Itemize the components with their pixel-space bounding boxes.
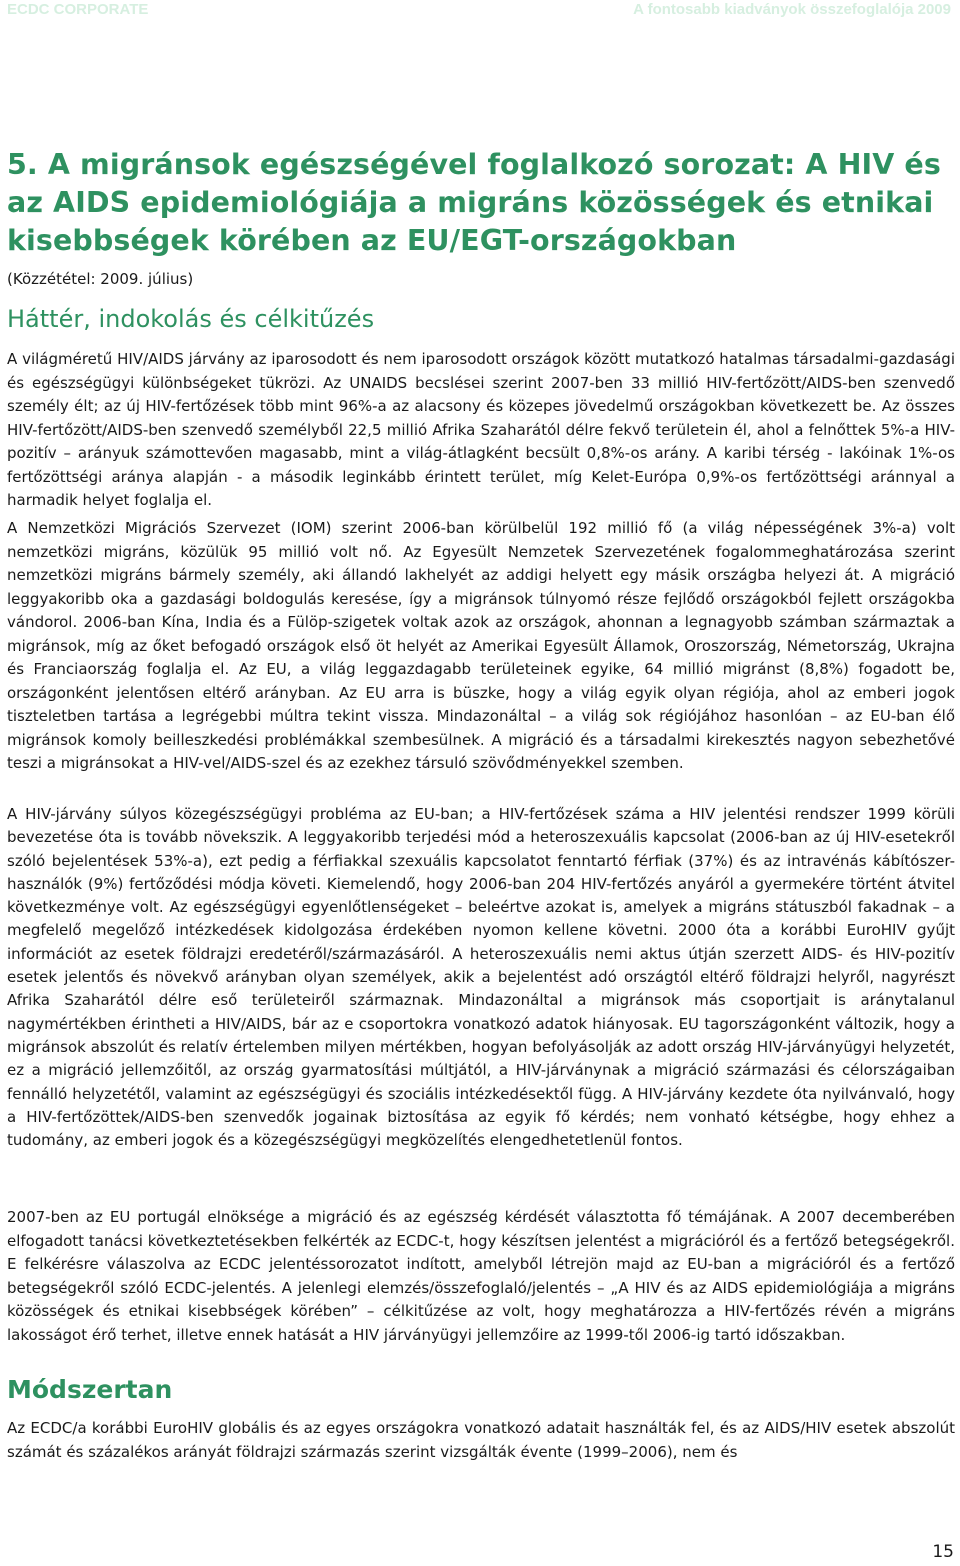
paragraph: A Nemzetközi Migrációs Szervezet (IOM) szerint 2006-ban körülbelül 192 millió fő (a világ népességének 3%-a) volt nemzetközi migráns, közülük 95 millió volt nő. Az Egyesült Nemzetek Szervezetének fogalommeghatározása szerint nemzetközi migráns bármely személy, aki állandó lakhelyét az addigi helyett egy másik országba helyezi át. A migráció leggyakoribb oka a gazdasági boldogulás keresése, így a migránsok túlnyomó része fejlődő országokból fejlett országokba vándorol. 2006-ban Kína, India és a Fülöp-szigetek voltak azok az országok, ahonnan a legnagyobb számban származtak a migránsok, míg az őket befogadó országok első öt helyét az Amerikai Egyesült Államok, Oroszország, Németország, Ukrajna és Franciaország foglalja el. Az EU, a világ leggazdagabb területeinek egyike, 64 millió migránst (8,8%) fogadott be, országonként jelentősen eltérő arányban. Az EU arra is büszke, hogy a világ egyik olyan régiója, ahol az emberi jogok tiszteletben tartása a legrégebbi múltra tekint vissza. Mindazonáltal – a világ sok régiójához hasonlóan – az EU-ban élő migránsok komoly beilleszkedési problémákkal szembesülnek. A migráció és a társadalmi kirekesztés nagyon sebezhetővé teszi a migránsokat a HIV-vel/AIDS-szel és az ezekhez társuló szövődményekkel szemben. [7,519,955,772]
paragraph: Az ECDC/a korábbi EuroHIV globális és az egyes országokra vonatkozó adatait használták fel, és az AIDS/HIV esetek abszolút számát és százalékos arányát földrajzi származás szerint vizsgálták évente (1999–2006), nem és [7,1419,955,1461]
section-heading-background: Háttér, indokolás és célkitűzés [7,305,375,333]
paragraph: 2007-ben az EU portugál elnöksége a migráció és az egészség kérdését választotta fő témájának. A 2007 decemberében elfogadott tanácsi következtetésekben felkérték az ECDC-t, hogy készítsen jelentést a migrációról és a fertőző betegségekről. E felkérésre válaszolva az ECDC jelentéssorozatot indított, amelyből létrejön majd az EU-ban a migrációról és a fertőző betegségekről szóló ECDC-jelentés. A jelenlegi elemzés/összefoglaló/jelentés – „A HIV és az AIDS epidemiológiája a migráns közösségek és etnikai kisebbségek körében” – célkitűzése az volt, hogy meghatározza a HIV-fertőzés révén a migráns lakosságot érő terhet, illetve ennek hatását a HIV járványügyi jellemzőire az 1999-től 2006-ig tartó időszakban. [7,1208,955,1344]
paragraph: A HIV-járvány súlyos közegészségügyi probléma az EU-ban; a HIV-fertőzések száma a HIV jelentési rendszer 1999 körüli bevezetése óta is tovább növekszik. A leggyakoribb terjedési mód a heteroszexuális kapcsolat (2006-ban az új HIV-esetekről szóló bejelentések 53%-a), ezt pedig a férfiakkal szexuális kapcsolatot fenntartó férfiak (37%) és az intravénás kábítószer-használók (9%) fertőződési módja követi. Kiemelendő, hogy 2006-ban 204 HIV-fertőzés anyáról a gyermekére történt átvitel következménye volt. Az egészségügyi egyenlőtlenségeket – beleértve azokat is, amelyek a migráns státuszból fakadnak – a megfelelő megelőző intézkedések kidolgozása érdekében nyomon kellene követni. 2000 óta a korábbi EuroHIV gyűjt információt az esetek földrajzi eredetéről/származásáról. A heteroszexuális nemi aktus útján szerzett AIDS- és HIV-pozitív esetek jelentős és növekvő arányban olyan személyek, akik a bejelentést adó országtól eltérő földrajzi helyről, nagyrészt Afrika Szaharától délre eső területeiről származnak. Mindazonáltal a migránsok más csoportjait is aránytalanul nagymértékben érintheti a HIV/AIDS, bár az e csoportokra vonatkozó adatok hiányosak. EU tagországonként változik, hogy a migránsok abszolút és relatív értelemben milyen mértékben, hogyan befolyásolják az adott ország HIV-járványügyi helyzetét, ez a migráció jellemzőitől, az ország gyarmatosítási múltjától, a HIV-járványnak a migráció származási és célországaiban fennálló helyzetétől, valamint az egészségügyi és szociális intézkedésektől függ. A HIV-járvány kezdete óta nyilvánvaló, hogy a HIV-fertőzöttek/AIDS-ben szenvedők jogainak biztosítása az egyik fő kérdés; nem vonható kétségbe, hogy ehhez a tudomány, az emberi jogok és a közegészségügyi megközelítés elengedhetetlenül fontos. [7,805,955,1150]
header-right: A fontosabb kiadványok összefoglalója 2009 [633,1,951,18]
section-heading-methods: Módszertan [7,1375,173,1404]
header-left: ECDC CORPORATE [7,1,149,18]
running-header [0,0,960,22]
publication-date: (Közzététel: 2009. július) [7,270,194,288]
page-number: 15 [932,1542,954,1562]
page-title: 5. A migránsok egészségével foglalkozó sorozat: A HIV és az AIDS epidemiológiája a migráns közösségek és etnikai kisebbségek körében az EU/EGT-országokban [7,148,941,257]
paragraph: A világméretű HIV/AIDS járvány az iparosodott és nem iparosodott országok között mutatkozó hatalmas társadalmi-gazdasági és egészségügyi különbségeket tükrözi. Az UNAIDS becslései szerint 2007-ben 33 millió HIV-fertőzött/AIDS-ben szenvedő személy élt; az új HIV-fertőzések több mint 96%-a az alacsony és közepes jövedelmű országokban következett be. Az összes HIV-fertőzött/AIDS-ben szenvedő személyből 22,5 millió Afrika Szaharától délre fekvő területein él, ahol a felnőttek 5%-a HIV-pozitív – arányuk számottevően magasabb, mint a világ-átlagként becsült 0,8%-os arány. A karibi térség - lakóinak 1%-os fertőzöttségi aránya alapján - a második leginkább érintett terület, míg Kelet-Európa 0,9%-os fertőzöttségi aránnyal a harmadik helyet foglalja el. [7,350,955,509]
